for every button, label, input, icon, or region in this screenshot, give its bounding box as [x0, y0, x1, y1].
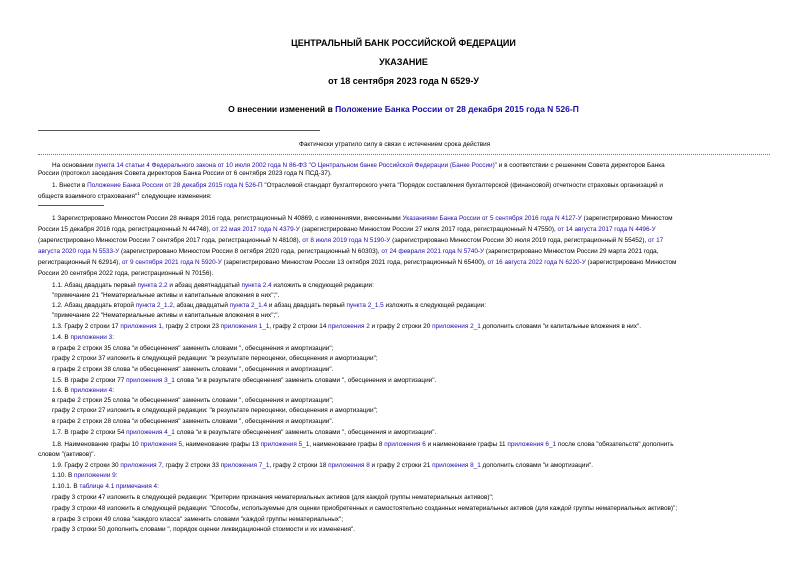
reference-link[interactable]: пункта 2_1.4 [229, 302, 267, 309]
text-span: , наименование графы 8 [309, 441, 385, 448]
reference-link[interactable]: приложения 2 [328, 323, 370, 330]
text-span: и абзац девятнадцатый [167, 282, 242, 289]
reference-link[interactable]: Указаниями Банка России от 5 сентября 2016 года N 4127-У [402, 215, 582, 222]
reference-link[interactable]: приложении 3 [70, 334, 113, 341]
text-line [38, 170, 332, 178]
text-line [52, 472, 118, 480]
reference-link[interactable]: августа 2020 года N 5533-У [38, 248, 120, 255]
text-span: регистрационный N 62914), [38, 259, 122, 266]
footnote-divider [38, 205, 104, 206]
text-line [52, 526, 355, 534]
reference-link[interactable]: от 22 мая 2017 года N 4379-У [212, 226, 300, 233]
text-span: России 15 декабря 2016 года, регистрационный N 44748), [38, 226, 213, 233]
text-line [52, 387, 114, 395]
text-line [52, 494, 494, 502]
text-line [52, 345, 333, 353]
text-line [52, 302, 486, 310]
title-prefix: О внесении изменений в [228, 104, 336, 114]
reference-link[interactable]: Положение Банка России от 28 декабря 2015 года N 526-П [87, 182, 263, 189]
text-span: 1. Внести в [52, 182, 88, 189]
text-line [38, 270, 213, 278]
text-span: : [112, 334, 114, 341]
reference-link[interactable]: приложении 4 [70, 387, 113, 394]
text-span: графу 3 строки 48 изложить в следующей редакции: "Способы, используемые для оценки приобретенных и самостоятельно созданных нематериальных активов (для каждой группы нематериальных активов)"; [52, 505, 678, 512]
text-span: 1.2. Абзац двадцать второй [52, 302, 136, 309]
text-span: 1.10.1. В [52, 483, 80, 490]
reference-link[interactable]: приложения 4_1 [126, 429, 175, 436]
text-span: "примечание 22 "Нематериальные активы и капитальные вложения в них";". [52, 312, 280, 319]
text-span: графу 2 строки 27 изложить в следующей редакции: "в результате переоценки, обесценения и амортизации"; [52, 407, 378, 414]
reference-link[interactable]: пункта 14 статьи 4 Федерального закона от 10 июля 2002 года N 86-ФЗ "О Центральном банке Российской Федерации (Банке России)" [95, 162, 497, 169]
text-line [52, 418, 333, 426]
text-span: в графе 2 строки 35 слова "и обесценения" заменить словами ", обесценения и амортизации"; [52, 345, 334, 352]
status-note: Фактически утратило силу в связи с истечением срока действия [299, 141, 491, 148]
text-line [52, 312, 279, 320]
text-line [52, 282, 374, 290]
text-line [52, 366, 333, 374]
title-link[interactable]: Положение Банка России от 28 декабря 2015 года N 526-П [335, 104, 579, 114]
reference-link[interactable]: приложения 6_1 [507, 441, 557, 448]
text-span: изложить в следующей редакции: [271, 282, 374, 289]
divider-line [38, 130, 320, 131]
reference-link[interactable]: от 17 [648, 237, 664, 244]
text-span: графу 2 строки 37 изложить в следующей редакции: "в результате переоценки, обесценения и амортизации"; [52, 355, 378, 362]
reference-link[interactable]: от 24 февраля 2021 года N 5740-У [381, 248, 485, 255]
text-span: "Отраслевой стандарт бухгалтерского учета "Порядок составления бухгалтерской (финансовой) отчетности страховых организаций и [262, 182, 663, 189]
reference-link[interactable]: от 9 сентября 2021 года N 5920-У [121, 259, 222, 266]
text-span: На основании [52, 162, 96, 169]
text-span: (зарегистрировано Минюстом России 13 октября 2021 года, регистрационный N 65400), [221, 259, 488, 266]
text-span: и наименование графы 11 [425, 441, 508, 448]
reference-link[interactable]: приложения 7_1 [220, 462, 270, 469]
text-span: (зарегистрировано Минюстом России 7 сентября 2017 года, регистрационный N 48108), [38, 237, 303, 244]
text-span: : [112, 387, 114, 394]
text-span: после слова "обязательств" дополнить [556, 441, 674, 448]
reference-link[interactable]: пункта 2_1.2 [135, 302, 173, 309]
document-type: УКАЗАНИЕ [379, 57, 428, 67]
text-span: в графе 3 строки 49 слова "каждого класса" заменить словами "каждой группы нематериальных"; [52, 516, 344, 523]
text-line [52, 182, 663, 190]
text-span: 1.5. В графе 2 строки 77 [52, 377, 127, 384]
text-line [52, 377, 436, 385]
text-span: следующие изменения: [139, 193, 212, 201]
text-span: 1.4. В [52, 334, 71, 341]
text-span: 1.7. В графе 2 строки 54 [52, 429, 127, 436]
text-span: (зарегистрировано Минюстом [581, 215, 673, 222]
bank-name: ЦЕНТРАЛЬНЫЙ БАНК РОССИЙСКОЙ ФЕДЕРАЦИИ [291, 38, 516, 48]
document-title [0, 104, 807, 114]
text-line [38, 237, 663, 245]
text-span: : [115, 472, 118, 479]
text-line [38, 451, 95, 459]
text-line [52, 355, 378, 363]
document-date-number: от 18 сентября 2023 года N 6529-У [328, 76, 479, 86]
reference-link[interactable]: приложения 2_1 [432, 323, 481, 330]
text-line [38, 259, 676, 267]
text-span: , графу 2 строки 18 [269, 462, 329, 469]
text-line [52, 516, 343, 524]
reference-link[interactable]: приложения 8 [328, 462, 370, 469]
reference-link[interactable]: приложения 5_1 [260, 441, 310, 448]
text-span: России 20 сентября 2022 года, регистрационный N 70156). [38, 270, 214, 277]
text-span: 1.10. В [52, 472, 75, 479]
text-span: , абзац двадцатый [172, 302, 230, 309]
reference-link[interactable]: от 8 июля 2019 года N 5190-У [302, 237, 391, 244]
text-span: России (протокол заседания Совета директоров Банка России от 6 сентября 2023 года N ПСД-37). [38, 170, 332, 177]
text-span: обществ взаимного страхования" [38, 193, 138, 201]
text-span: , графу 2 строки 14 [269, 323, 329, 330]
text-line [52, 483, 159, 491]
reference-link[interactable]: приложения 1_1 [220, 323, 270, 330]
text-span: (зарегистрировано Минюстом [585, 259, 677, 266]
text-line [52, 429, 436, 437]
reference-link[interactable]: приложении 9 [74, 472, 116, 479]
text-span: и в соответствии с решением Совета директоров Банка [496, 162, 665, 169]
text-line [38, 248, 659, 256]
footnote-marker: 1 [137, 191, 140, 196]
text-span: 1.9. Графу 2 строки 30 [52, 462, 121, 469]
text-span: слова "и в результате обесценения" заменить словами ", обесценения и амортизации". [174, 377, 437, 384]
text-line [52, 505, 677, 513]
divider-dotted [38, 154, 770, 155]
text-span: графу 3 строки 47 изложить в следующей редакции: "Критерии признания нематериальных активов (для каждой группы нематериальных активов)"; [52, 494, 494, 501]
text-line [38, 190, 212, 201]
reference-link[interactable]: пункта 2.4 [241, 282, 272, 289]
text-line [38, 226, 656, 234]
text-span: 1.6. В [52, 387, 71, 394]
text-span: , графу 2 строки 23 [161, 323, 221, 330]
text-span: и графу 2 строки 20 [369, 323, 433, 330]
text-span: 1.1. Абзац двадцать первый [52, 282, 138, 289]
text-span: , наименование графы 13 [182, 441, 261, 448]
text-line [52, 162, 665, 170]
text-span: (зарегистрировано Минюстом России 30 июля 2019 года, регистрационный N 55452), [390, 237, 648, 244]
text-span: и абзац двадцать первый [267, 302, 347, 309]
text-span: слова "и в результате обесценения" заменить словами ", обесценения и амортизации". [174, 429, 437, 436]
reference-link[interactable]: приложения 8_1 [432, 462, 481, 469]
reference-link[interactable]: приложения 6 [384, 441, 426, 448]
text-span: 1.3. Графу 2 строки 17 [52, 323, 121, 330]
text-span: в графе 2 строки 25 слова "и обесценения" заменить словами ", обесценения и амортизации"; [52, 397, 334, 404]
text-span: графу 3 строки 50 дополнить словами ", порядок оценки ликвидационной стоимости и их изменения". [52, 526, 356, 533]
text-span: "примечание 21 "Нематериальные активы и капитальные вложения в них";". [52, 292, 280, 299]
text-span: и графу 2 строки 21 [369, 462, 433, 469]
text-line [52, 397, 333, 405]
text-span: (зарегистрировано Минюстом России 8 октября 2020 года, регистрационный N 60303), [119, 248, 382, 255]
text-span: 1 Зарегистрировано Минюстом России 28 января 2016 года, регистрационный N 40869, с изменениями, внесенными [52, 215, 403, 222]
text-span: (зарегистрировано Минюстом России 27 июля 2017 года, регистрационный N 47550), [299, 226, 558, 233]
text-span: изложить в следующей редакции: [383, 302, 486, 309]
text-span: дополнить словами "и капитальные вложения в них". [480, 323, 641, 330]
reference-link[interactable]: таблице 4.1 примечания 4 [79, 483, 158, 490]
text-span: 1.8. Наименование графы 10 [52, 441, 141, 448]
reference-link[interactable]: приложения 3_1 [126, 377, 175, 384]
text-span: словом "(активов)". [38, 451, 96, 458]
reference-link[interactable]: от 14 августа 2017 года N 4496-У [557, 226, 656, 233]
text-line [52, 407, 378, 415]
text-span: в графе 2 строки 38 слова "и обесценения" заменить словами ", обесценения и амортизации". [52, 366, 334, 373]
text-span: : [157, 483, 159, 490]
text-line [52, 441, 674, 449]
text-line [52, 334, 114, 342]
reference-link[interactable]: приложения 1 [120, 323, 162, 330]
text-span: в графе 2 строки 28 слова "и обесценения" заменить словами ", обесценения и амортизации". [52, 418, 334, 425]
text-span: дополнить словами "и амортизации". [480, 462, 594, 469]
text-span: , графу 2 строки 33 [161, 462, 221, 469]
text-line [52, 462, 593, 470]
reference-link[interactable]: приложения 7 [120, 462, 162, 469]
text-line [52, 292, 279, 300]
reference-link[interactable]: приложения 5 [140, 441, 183, 448]
reference-link[interactable]: пункта 2_1.5 [346, 302, 384, 309]
text-span: (зарегистрировано Минюстом России 29 марта 2021 года, [484, 248, 659, 255]
text-line [52, 215, 673, 223]
reference-link[interactable]: от 16 августа 2022 года N 6220-У [487, 259, 586, 266]
text-line [52, 323, 641, 331]
reference-link[interactable]: пункта 2.2 [137, 282, 168, 289]
